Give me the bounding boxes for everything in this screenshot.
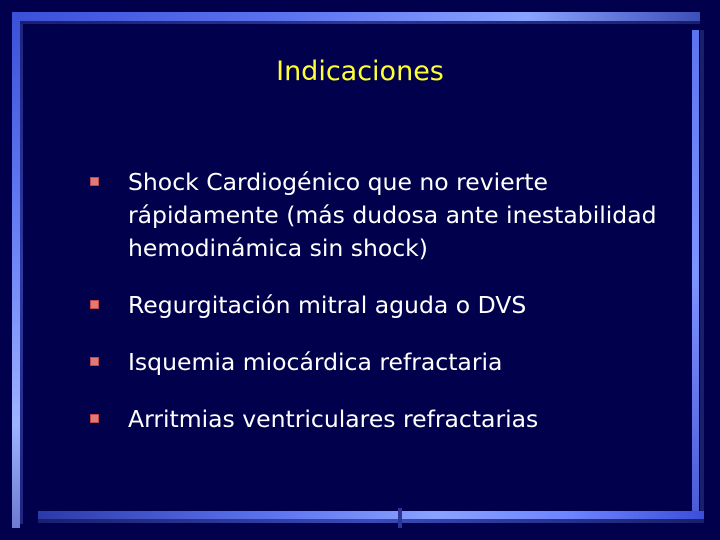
square-bullet-icon [90,414,99,423]
bullet-item [90,346,680,379]
bullet-text: Isquemia miocárdica refractaria [128,348,503,376]
bullet-item [90,166,680,265]
frame-bottom-bar [38,511,704,519]
bullet-text: Shock Cardiogénico que no revierte rápidamente (más dudosa ante inestabilidad hemodinámica sin shock) [128,168,657,262]
bullet-list [90,166,680,436]
frame-top-bar-shadow [12,21,700,24]
frame-top-bar [12,12,700,21]
frame-bottom-bar-shadow [38,519,704,523]
square-bullet-icon [90,177,99,186]
bullet-text: Regurgitación mitral aguda o DVS [128,291,527,319]
frame-left-bar-shadow [20,24,23,524]
frame-right-bar-shadow [700,30,704,515]
frame-right-bar [692,30,699,515]
slide-title: Indicaciones [276,56,444,87]
square-bullet-icon [90,357,99,366]
bullet-item [90,289,680,322]
bullet-text: Arritmias ventriculares refractarias [128,405,539,433]
frame-bottom-notch [398,508,402,528]
bullet-item [90,403,680,436]
square-bullet-icon [90,300,99,309]
